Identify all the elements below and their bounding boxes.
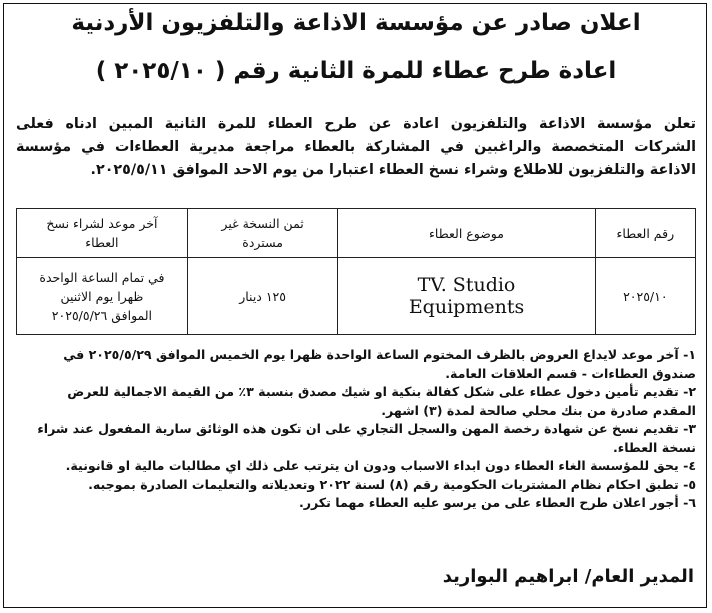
conditions-list: [16, 346, 696, 513]
announcement-subtitle: اعادة طرح عطاء للمرة الثانية رقم ( ٢٠٢٥/١٠ ): [95, 58, 617, 84]
table-header-row: [17, 209, 696, 258]
intro-line: الاذاعة والتلفزيون للاطلاع وشراء نسخ العطاء اعتبارا من يوم الاحد الموافق ٢٠٢٥/٥/١١.: [90, 162, 696, 178]
header-tender-number: رقم العطاء: [595, 209, 695, 258]
list-item: ٢- تقديم تأمين دخول عطاء على شكل كفالة بنكية او شيك مصدق بنسبة ٣٪ من القيمة الاجمالية للعرض: [67, 384, 696, 399]
list-item: ٣- تقديم نسخ عن شهادة رخصة المهن والسجل التجاري على ان تكون هذه الوثائق سارية المفعول عند شراء: [37, 421, 696, 436]
list-item: ٤- يحق للمؤسسة الغاء العطاء دون ابداء الاسباب ودون ان يترتب على ذلك اي مطالبات مالية او قانونية.: [65, 458, 696, 473]
cell-tender-number: ٢٠٢٥/١٠: [595, 258, 695, 335]
cell-purchase-deadline: في تمام الساعة الواحدة ظهرا يوم الاثنين الموافق ٢٠٢٥/٥/٢٦: [17, 258, 188, 335]
cell-copy-price: ١٢٥ دينار: [187, 258, 338, 335]
table-row: [17, 258, 696, 335]
intro-line: تعلن مؤسسة الاذاعة والتلفزيون اعادة عن طرح العطاء للمرة الثانية المبين ادناه فعلى: [16, 116, 696, 132]
list-item: ٦- أجور اعلان طرح العطاء على من يرسو عليه العطاء مهما تكرر.: [298, 495, 696, 510]
header-purchase-deadline: آخر موعد لشراء نسخ العطاء: [17, 209, 188, 258]
list-item: نسخة العطاء.: [612, 439, 696, 455]
announcement-title: اعلان صادر عن مؤسسة الاذاعة والتلفزيون الأردنية: [71, 10, 641, 36]
list-item: ٥- تطبق احكام نظام المشتريات الحكومية رقم (٨) لسنة ٢٠٢٢ وتعديلاته والتعليمات الصادرة بموجبه.: [88, 476, 696, 492]
header-copy-price: ثمن النسخة غير مستردة: [187, 209, 338, 258]
director-signature: المدير العام/ ابراهيم البواريد: [442, 566, 694, 587]
cell-tender-subject: TV. Studio Equipments: [338, 258, 595, 335]
tender-table: [16, 208, 696, 335]
intro-paragraph: [16, 113, 696, 182]
intro-line: الشركات المتخصصة والراغبين في المشاركة بالعطاء مراجعة مديرية العطاءات في مؤسسة: [16, 139, 696, 155]
list-item: المقدم صادرة من بنك محلي صالحة لمدة (٣) اشهر.: [381, 402, 696, 418]
list-item: صندوق العطاءات - قسم العلاقات العامة.: [445, 365, 696, 381]
list-item: ١- آخر موعد لايداع العروض بالظرف المختوم الساعة الواحدة ظهرا يوم الخميس الموافق ٢٠٢٥/٥/٢٩ في: [63, 347, 696, 362]
header-tender-subject: موضوع العطاء: [338, 209, 595, 258]
